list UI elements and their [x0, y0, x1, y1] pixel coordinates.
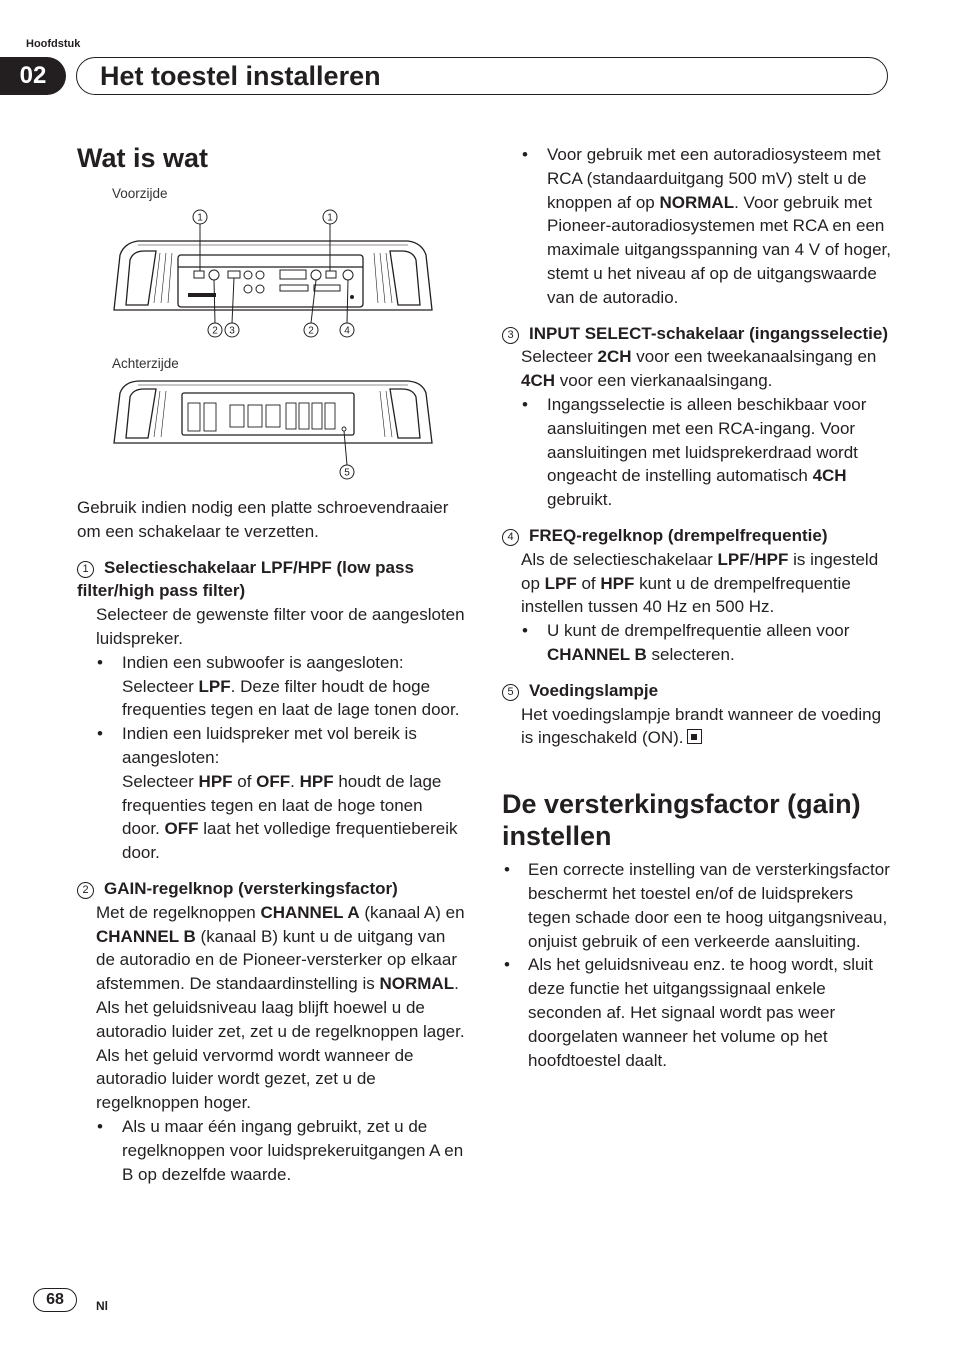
item-1-number: 1	[77, 561, 94, 578]
item-2-bullet-2: • Voor gebruik met een autoradiosysteem met RCA (standaarduitgang 500 mV) stelt u de knoppen af op NORMAL. Voor gebruik met Pioneer-autoradiosystemen met RCA en een maximale uitgangsspanning van 4 V of hoger, stemt u het niveau af op de uitgangswaarde van de autoradio.	[502, 143, 892, 310]
item-1-bullet-2a: • Indien een luidspreker met vol bereik is aangesloten:	[77, 722, 465, 770]
amplifier-front-diagram	[108, 205, 438, 345]
item-3-number: 3	[502, 327, 519, 344]
item-2-bullet-1: • Als u maar één ingang gebruikt, zet u de regelknoppen voor luidsprekeruitgangen A en B op dezelfde waarde.	[77, 1115, 465, 1186]
item-5-body-text: Het voedingslampje brandt wanneer de voeding is ingeschakeld (ON).	[521, 704, 882, 748]
item-4-number: 4	[502, 529, 519, 546]
item-2-number: 2	[77, 882, 94, 899]
chapter-title: Het toestel installeren	[100, 61, 381, 91]
gain-bullet-2: • Als het geluidsniveau enz. te hoog wordt, sluit deze functie het uitgangssignaal enkele seconden af. Het signaal wordt pas weer doorgelaten wanneer het volume op het hoofdtoestel daalt.	[502, 953, 892, 1072]
item-5-number: 5	[502, 684, 519, 701]
item-4-body: Als de selectieschakelaar LPF/HPF is ingesteld op LPF of HPF kunt u de drempelfrequentie instellen tussen 40 Hz en 500 Hz.	[521, 549, 879, 617]
section-title-wat-is-wat: Wat is wat	[77, 143, 209, 173]
gain-bullet-1: • Een correcte instelling van de versterkingsfactor beschermt het toestel en/of de luidsprekers tegen schade door een te hoog uitgangsniveau, onjuist gebruik of een verkeerde aansluiting.	[502, 858, 892, 953]
amplifier-rear-diagram	[108, 375, 438, 485]
item-4-heading	[502, 524, 892, 548]
item-2-body-2: Als het geluidsniveau laag blijft hoewel u de autoradio luider zet, zet u de regelknoppen lager. Als het geluid vervormd wordt wanneer de autoradio luider wordt gezet, zet u de regelknoppen hoger.	[96, 997, 465, 1113]
callout-1b: 1	[327, 212, 333, 224]
chapter-number-tab: 02	[0, 57, 66, 95]
rear-label: Achterzijde	[112, 356, 179, 371]
callout-4: 4	[344, 325, 350, 337]
callout-5: 5	[344, 467, 350, 479]
item-5-body	[502, 703, 892, 751]
section-title-gain: De versterkingsfactor (gain) instellen	[502, 789, 861, 852]
front-label: Voorzijde	[112, 186, 168, 201]
item-3-body: Selecteer 2CH voor een tweekanaalsingang en 4CH voor een vierkanaalsingang.	[521, 347, 877, 391]
item-1-heading	[77, 556, 465, 604]
item-4-heading-text: FREQ-regelknop (drempelfrequentie)	[529, 525, 828, 545]
page-number: 68	[33, 1288, 77, 1312]
item-1-bullet-1: • Indien een subwoofer is aangesloten: Selecteer LPF. Deze filter houdt de hoge frequenties tegen en laat de lage tonen door.	[77, 651, 465, 722]
callout-1a: 1	[197, 212, 203, 224]
end-mark-icon	[687, 729, 702, 744]
intro-text: Gebruik indien nodig een platte schroevendraaier om een schakelaar te verzetten.	[77, 498, 449, 541]
item-2-heading-text: GAIN-regelknop (versterkingsfactor)	[104, 878, 398, 898]
item-5-heading-text: Voedingslampje	[529, 680, 659, 700]
item-3-bullet-1: • Ingangsselectie is alleen beschikbaar voor aansluitingen met een RCA-ingang. Voor aansluitingen met luidsprekerdraad wordt ongeacht de instelling automatisch 4CH gebruikt.	[502, 393, 892, 512]
language-code: Nl	[96, 1299, 108, 1313]
item-1-heading-text: Selectieschakelaar LPF/HPF (low pass filter/high pass filter)	[77, 557, 414, 601]
item-2-heading	[77, 877, 465, 901]
chapter-word: Hoofdstuk	[26, 38, 81, 50]
item-1-bullet-2b: Selecteer HPF of OFF. HPF houdt de lage frequenties tegen en laat de hoge tonen door. OFF laat het volledige frequentiebereik door.	[122, 771, 458, 863]
item-2-body-1: Met de regelknoppen CHANNEL A (kanaal A) en CHANNEL B (kanaal B) kunt u de uitgang van de autoradio en de Pioneer-versterker op elkaar afstemmen. De standaardinstelling is NORMAL.	[96, 902, 465, 994]
item-4-bullet-1: • U kunt de drempelfrequentie alleen voor CHANNEL B selecteren.	[502, 619, 892, 667]
callout-3: 3	[229, 325, 235, 337]
right-column	[502, 143, 892, 1072]
callout-2a: 2	[212, 325, 218, 337]
item-3-heading-text: INPUT SELECT-schakelaar (ingangsselectie)	[529, 323, 889, 343]
left-column	[77, 496, 465, 1186]
item-5-heading	[502, 679, 892, 703]
item-1-body: Selecteer de gewenste filter voor de aangesloten luidspreker.	[96, 605, 465, 648]
callout-2b: 2	[308, 325, 314, 337]
item-3-heading	[502, 322, 892, 346]
